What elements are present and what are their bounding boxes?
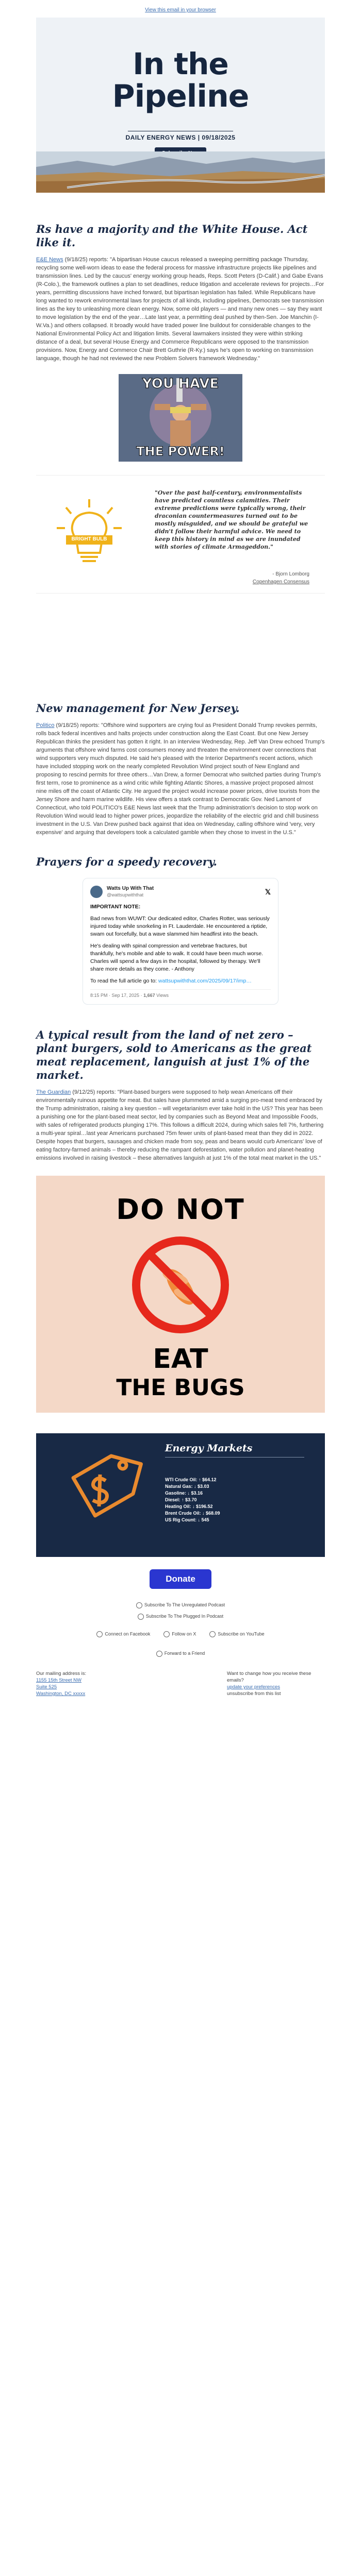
preferences-block: Want to change how you receive these emails? update your preferences unsubscribe from this list [227, 1671, 311, 1697]
facebook-link[interactable]: Connect on Facebook [96, 1631, 150, 1637]
social-links [0, 1631, 361, 1637]
view-in-browser-link[interactable]: View this email in your browser [145, 7, 216, 13]
tagline: DAILY ENERGY NEWS | 09/18/2025 [125, 134, 236, 141]
market-row: Brent Crude Oil: ↓ $68.09 [165, 1511, 220, 1516]
subscribe-unregulated-podcast-link[interactable]: Subscribe To The Unregulated Podcast [0, 1599, 361, 1611]
market-row: Heating Oil: ↓ $196.52 [165, 1504, 213, 1509]
do-not-eat-the-bugs-image [36, 1176, 325, 1413]
facebook-icon [96, 1631, 103, 1637]
quote-attribution [253, 570, 309, 586]
unsubscribe-link[interactable]: unsubscribe from this list [227, 1691, 281, 1697]
avatar [90, 886, 103, 898]
podcast-icon [136, 1602, 142, 1608]
market-row: Natural Gas: ↓ $3.03 [165, 1484, 209, 1489]
source-link[interactable]: Politico [36, 722, 55, 728]
no-bugs-icon [129, 1233, 232, 1336]
tweet-footer: 8:15 PM · Sep 17, 2025 · 1,667 Views [90, 989, 271, 998]
podcast-icon [138, 1614, 144, 1620]
bright-bulb-icon [51, 496, 128, 573]
price-tag-icon [57, 1450, 144, 1543]
subscribe-plugged-in-podcast-link[interactable]: Subscribe To The Plugged In Podcast [0, 1611, 361, 1622]
sign-top-text: DO NOT [116, 1193, 245, 1226]
update-preferences-link[interactable]: update your preferences [227, 1684, 280, 1690]
tweet-header [90, 885, 271, 899]
story-body: E&E News (9/18/25) reports: "A bipartisan House caucus released a sweeping permitting package Thursday, recycling some well-worn ideas to ease the federal process for massive infrastructure projects like pipelines and transmission lines. Led by the caucus' energy working group heads, Reps. Scott Peters (D-Calif.) and Gabe Evans (R-Colo.), the framework outlines a plan to set deadlines, reduce litigation and accelerate reviews for projects…For years, permitting discussions have inched forward, but bipartisan legislation has failed. While Republicans have long wanted to rework environmental laws for projects of all kinds, including pipelines, Democrats see transmission lines as the key to unleashing more clean energy. Now, some old players — and many new ones — say they want to move legislation by the end of the year…Late last year, a permitting deal pushed by then-Sen. Joe Manchin (I-W.Va.) and others collapsed. It broadly would have traded power line buildout for considerable changes to the National Environmental Policy Act and litigation limits. Several lawmakers insisted they were within striking distance of a deal, but several House Energy and Commerce Republicans were opposed to the transmission provisions. Now, Energy and Commerce Chair Brett Guthrie (R-Ky.) says he's open to working on transmission language, though he had not reviewed the new Problem Solvers framework Wednesday." [36, 257, 324, 362]
youtube-icon [209, 1631, 216, 1637]
meme-bottom-text: THE POWER! [136, 444, 225, 459]
pipeline-landscape-image [36, 151, 325, 193]
quote-author: - Bjorn Lomborg [272, 571, 309, 577]
energy-markets-card [36, 1433, 325, 1557]
embedded-tweet[interactable] [83, 878, 278, 1005]
market-row: Gasoline: ↓ $3.16 [165, 1490, 203, 1496]
youtube-link[interactable]: Subscribe on YouTube [209, 1631, 264, 1637]
header-hero [36, 18, 325, 193]
tweet-article-link[interactable]: wattsupwiththat.com/2025/09/17/imp… [158, 978, 252, 984]
story-new-jersey [36, 702, 325, 837]
email-footer [36, 1670, 325, 1697]
energy-markets-section [36, 1433, 325, 1557]
meme-top-text: YOU HAVE [142, 376, 219, 392]
tweet-author: Watts Up With That @wattsupwiththat [107, 886, 154, 897]
markets-list [165, 1477, 220, 1523]
story-body: Politico (9/18/25) reports: "Offshore wind supporters are crying foul as President Donald Trump revokes permits, rolls back federal incentives and halts projects under construction along the East Coast. But one New Jersey Republican thinks the president has gotten it right. In an interview Wednesday, Rep. Jeff Van Drew echoed Trump's arguments that offshore wind farms cost consumers money and threaten the environment over connections that wind supporters very much disputed. He said he's pleased with the Interior Department's recent actions, which have included stopping work on the nearly completed Revolution Wind project south of New England and proposing to rescind permits for three others…Van Drew, a former Democrat who switched parties during Trump's first term, rose to prominence as a wind critic while fighting Atlantic Shores, a massive project proposed almost nine miles off the coast of Atlantic City. He argued the project would increase power prices, drive tourists from the Jersey Shore and harm marine wildlife. His view offers a stark contrast to Democratic Gov. Ned Lamont of Connecticut, who told POLITICO's E&E News last week that the Trump administration's decision to stop work on Revolution Wind would lead to higher power prices, jeopardize the reliability of the electric grid and chill business investment in the U.S. Van Drew pushed back against that idea on Wednesday, calling offshore wind 'very, very expensive' and arguing that developers took a calculated gamble when they chose to invest in the U.S." [36, 722, 325, 836]
markets-divider [165, 1457, 304, 1458]
podcast-links [0, 1599, 361, 1622]
he-man-meme-image [119, 374, 242, 462]
market-row: WTI Crude Oil: ↑ $64.12 [165, 1477, 217, 1482]
bright-bulb-badge: BRIGHT BULB [71, 536, 107, 542]
story-body: The Guardian (9/12/25) reports: "Plant-based burgers were supposed to help wean Americans off their environmentally ruinous appetite for meat. But sales have plummeted amid a surging pro-meat trend embraced by the Trump administration, raising a key question – will vegetarianism ever take hold in the US? This year has been a punishing one for the plant-based meat sector, led by companies such as Beyond Meat and Impossible Foods, with sales of refrigerated products plunging 17%. This follows a difficult 2024, during which sales fell 7%, furthering a multi-year spiral…last year Americans purchased 75m fewer units of plant-based meat than they did in 2022. Despite hopes that burgers, sausages and chicken made from soy, peas and beans would curb Americans' love of eating factory-farmed animals – thereby reducing the rampant deforestation, water pollution and planet-heating emissions involved in raising livestock – these alternatives languish at just 1% of the total meat market in the US." [36, 1089, 324, 1161]
sign-bottom-text-1: EAT [153, 1344, 208, 1375]
forward-to-friend-link[interactable]: Forward to a Friend [0, 1648, 361, 1659]
source-link[interactable]: The Guardian [36, 1089, 71, 1095]
market-row: US Rig Count: ↓ 545 [165, 1517, 209, 1522]
tweet-body: IMPORTANT NOTE: Bad news from WUWT: Our dedicated editor, Charles Rotter, was seriously injured today while snorkeling in Ft. Lauderdale. He encountered a riptide, swam out forcefully, but a wave slammed him headfirst into the beach. He's dealing with spinal compression and vertebrae fractures, but thankfully, he's mobile and able to walk. It could have been much worse. Charles will spend a few days in the hospital, followed by therapy. We'll share more details as they come. - Anthony To read the full article go to: wattsupwiththat.com/2025/09/17/imp… [90, 904, 270, 984]
donate-wrap [0, 1569, 361, 1589]
quote-text: "Over the past half-century, environmentalists have predicted countless calamities. Their extreme predictions were typically wrong, their draconian countermeasures turned out to be mostly misguided, and we should be grateful we didn't follow their harmful advice. We need to keep this history in mind as we are inundated with stories of climate Armageddon." [155, 489, 308, 550]
source-link[interactable]: E&E News [36, 257, 63, 263]
markets-title: Energy Markets [165, 1443, 253, 1454]
story-headline: A typical result from the land of net zero – plant burgers, sold to Americans as the great meat replacement, languish at just 1% of the market. [36, 1028, 312, 1081]
quote-org-link[interactable]: Copenhagen Consensus [252, 579, 309, 585]
market-row: Diesel: ↑ $3.70 [165, 1497, 197, 1502]
x-link[interactable]: Follow on X [163, 1631, 196, 1637]
logo-line-2: Pipeline [112, 78, 249, 114]
story-permitting [36, 223, 325, 462]
story-plant-burgers [36, 1028, 325, 1413]
sign-bottom-text-2: THE BUGS [116, 1375, 245, 1401]
mail-icon [156, 1651, 162, 1657]
x-logo-icon: 𝕏 [265, 887, 271, 896]
quote-section [36, 475, 325, 594]
story-recovery [36, 855, 325, 1005]
story-headline: Prayers for a speedy recovery. [36, 855, 217, 868]
bright-bulb-quote-card [36, 475, 325, 594]
story-headline: New management for New Jersey. [36, 702, 240, 715]
mailing-address: Our mailing address is: 1155 15th Street NW Suite 525 Washington, DC xxxxx [36, 1671, 87, 1697]
story-headline: Rs have a majority and the White House. Act like it. [36, 223, 308, 249]
logo-line-1: In the [133, 46, 228, 81]
donate-button[interactable]: Donate [150, 1569, 211, 1589]
tweet-handle: @wattsupwiththat [107, 892, 144, 897]
x-icon [163, 1631, 170, 1637]
